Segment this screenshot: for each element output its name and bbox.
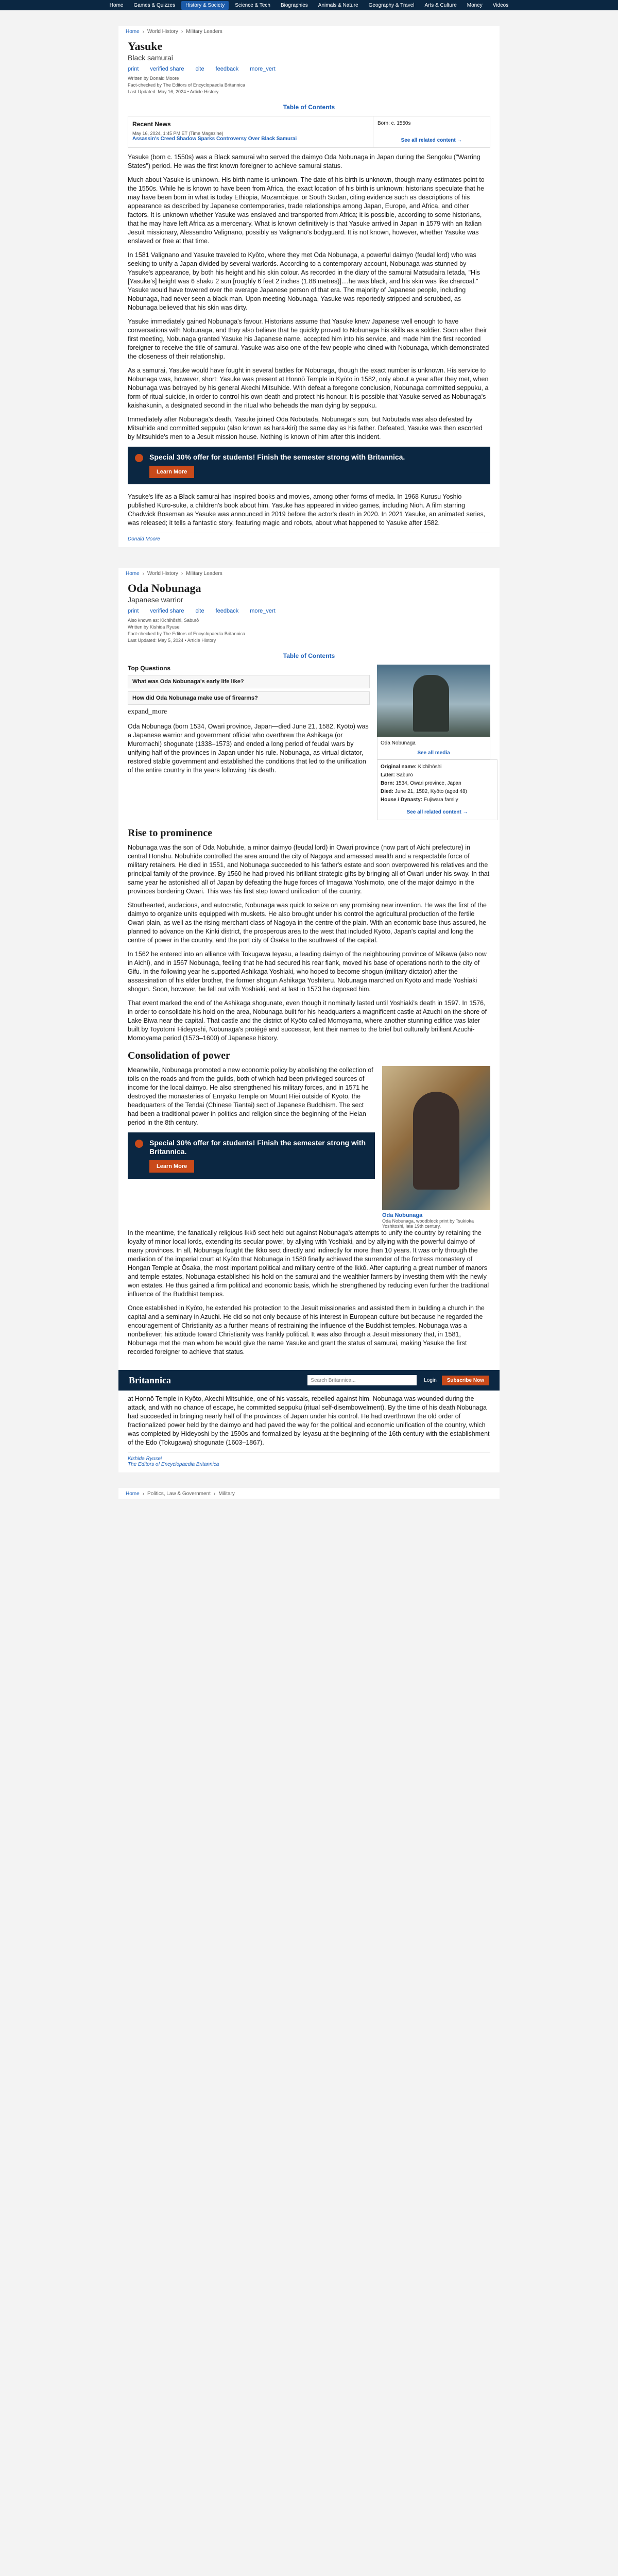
paragraph: Yasuke (born c. 1550s) was a Black samurai who served the daimyo Oda Nobunaga in Japan during the Sengoku ("Warring States") period. He was the first known foreigner to achieve samurai status. xyxy=(128,154,480,170)
question-item[interactable]: What was Oda Nobunaga's early life like? xyxy=(128,675,370,688)
nav-home[interactable]: Home xyxy=(109,2,124,8)
section-heading: Rise to prominence xyxy=(128,827,213,839)
feedback-button[interactable]: feedback xyxy=(215,66,239,72)
nav-biographies[interactable]: Biographies xyxy=(280,2,308,8)
question-item[interactable]: How did Oda Nobunaga make use of firearms? xyxy=(128,691,370,705)
author-footer xyxy=(128,1452,490,1467)
breadcrumb-item[interactable]: World History xyxy=(147,571,178,577)
table-of-contents-button[interactable]: Table of Contents xyxy=(283,104,335,111)
recent-news-link[interactable]: Assassin's Creed Shadow Sparks Controversy Over Black Samurai xyxy=(132,136,297,142)
paragraph: Meanwhile, Nobunaga promoted a new economic policy by abolishing the collection of tolls on the roads and from the guilds, both of which had been privileged sources of income for the local daimyo. He also strengthened his military forces, and in 1571 he destroyed the monasteries of Enryaku Temple on Mount Hiei outside of Kyōto, the headquarters of the Tendai (Chinese Tiantai) sect of Japanese Buddhism. The sect had been a traditional power in politics and religion since the beginning of the Heian period in the 8th century. xyxy=(128,1066,373,1126)
media-box xyxy=(377,665,490,820)
breadcrumb: Home › World History › Military Leaders xyxy=(126,571,222,577)
promo-text: Special 30% offer for students! Finish the semester strong with Britannica. xyxy=(149,453,405,461)
painting-image[interactable] xyxy=(382,1066,490,1210)
share-button[interactable]: verified share xyxy=(150,608,184,614)
paragraph: Immediately after Nobunaga's death, Yasuke joined Oda Nobutada, Nobunaga's son, but Nobutada was also defeated by Mitsuhide and committed seppuku (also known as hara-kiri) the same day as his father. Defeated, Yasuke was then escorted by Mitsuhide's men to a Jesuit mission house. Nothing is known of him after this incident. xyxy=(128,416,483,440)
painting-caption[interactable]: Oda Nobunaga xyxy=(382,1212,423,1218)
promo-banner xyxy=(128,447,490,484)
fact-label: Born: xyxy=(381,781,394,786)
fact-box xyxy=(377,759,497,820)
meta-updated: Last Updated: May 5, 2024 • Article History xyxy=(128,638,216,643)
promo-banner xyxy=(128,1132,375,1179)
fact-value: 1534, Owari province, Japan xyxy=(396,781,461,786)
page-title: Yasuke xyxy=(128,40,163,53)
breadcrumb-item[interactable]: World History xyxy=(147,29,178,35)
nav-animals[interactable]: Animals & Nature xyxy=(318,2,358,8)
more-button[interactable]: more_vert xyxy=(250,608,276,614)
painting-subcaption: Oda Nobunaga, woodblock print by Tsukioka Yoshitoshi, late 19th century. xyxy=(382,1218,474,1229)
article-yasuke xyxy=(118,26,500,547)
britannica-icon xyxy=(135,1140,143,1148)
britannica-logo[interactable]: Britannica xyxy=(129,1375,171,1385)
born-fact: Born: c. 1550s xyxy=(377,121,411,126)
page-title: Oda Nobunaga xyxy=(128,582,201,595)
nav-geography[interactable]: Geography & Travel xyxy=(368,2,415,8)
nav-arts[interactable]: Arts & Culture xyxy=(424,2,457,8)
see-all-related-link[interactable]: See all related content → xyxy=(401,138,462,143)
fact-label: Died: xyxy=(381,789,393,794)
recent-news-date: May 16, 2024, 1:45 PM ET (Time Magazine) xyxy=(132,131,224,136)
meta-factcheck: Fact-checked by The Editors of Encyclopaedia Britannica xyxy=(128,82,245,88)
share-button[interactable]: verified share xyxy=(150,66,184,72)
see-all-related-link[interactable]: See all related content → xyxy=(406,809,468,815)
article-oda-nobunaga xyxy=(118,568,500,1472)
login-link[interactable]: Login xyxy=(424,1377,437,1383)
see-all-media-link[interactable]: See all media xyxy=(417,750,450,756)
top-nav xyxy=(0,0,618,10)
table-of-contents-button[interactable]: Table of Contents xyxy=(283,652,335,659)
recent-news-box xyxy=(128,116,490,148)
learn-more-button[interactable]: Learn More xyxy=(149,1160,194,1173)
page-subtitle: Black samurai xyxy=(128,54,173,62)
cite-button[interactable]: cite xyxy=(195,608,204,614)
promo-text: Special 30% offer for students! Finish the semester strong with Britannica. xyxy=(149,1139,366,1156)
nav-videos[interactable]: Videos xyxy=(492,2,509,8)
painting-figure xyxy=(382,1066,490,1229)
paragraph: In the meantime, the fanatically religious Ikkō sect held out against Nobunaga's attempts to unify the country by retaining the loyalty of minor local lords, extending its secular power, by allying with Yoshiaki, and by allying with the powerful daimyo of many provinces. In all, Nobunaga fought the Ikkō sect directly and indirectly for more than 10 years. It was only through the mediation of the imperial court at Kyōto that Nobunaga in 1580 finally achieved the surrender of the fortress monastery of Hongan Temple at Ōsaka, the most important political and military centre of the Ikkō. After capturing a great number of manors and temple estates, Nobunaga established his hold on the samurai and the wealthier farmers by investing them with the newly won estates. He thus gained a firm political and economic basis, which he strengthened by reducing even further the traditional influence of the Buddhist temples. xyxy=(128,1229,489,1298)
meta-author: Written by Kishida Ryusei xyxy=(128,624,181,630)
breadcrumb-item[interactable]: Military Leaders xyxy=(186,29,222,35)
statue-image[interactable] xyxy=(377,665,490,737)
author-footer[interactable]: Donald Moore xyxy=(128,533,490,542)
cite-button[interactable]: cite xyxy=(195,66,204,72)
page-subtitle: Japanese warrior xyxy=(128,596,183,604)
fact-label: House / Dynasty: xyxy=(381,797,423,803)
recent-news-title: Recent News xyxy=(132,121,171,128)
paragraph: Much about Yasuke is unknown. His birth name is unknown. The date of his birth is unknown, though many estimates point to the 1550s. While he is known to have been from Africa, the exact location of his birth is unknown; historians speculate that he may have been born in what is today Ethiopia, Mozambique, or South Sudan, citing evidence such as descriptions of his appearance as described by Japanese contemporaries, trade relationships among Japan, Europe, and Africa, and other factors. It is unknown whether Yasuke was enslaved and transported from Africa; it is possible, according to some historians, that he may have left Africa as a mercenary. What is known definitively is that Yasuke arrived in Japan in 1579 with an Italian Jesuit missionary, Alessandro Valignano, possibly as Valignano's bodyguard. It is not known, however, whether Yasuke was enslaved or free at that time. xyxy=(128,176,485,245)
paragraph: In 1581 Valignano and Yasuke traveled to Kyōto, where they met Oda Nobunaga, a powerful daimyo (feudal lord) who was seeking to unify a Japan divided by several warlords. According to a contemporary account, Nobunaga was stunned by Yasuke's appearance, by both his height and his skin colour. As recorded in the diary of the samurai Matsudaira Ietada, "His [Yasuke's] height was 6 shaku 2 sun [roughly 6 feet 2 inches (1.88 metres)]....he was black, and his skin was like charcoal." Yasuke would have towered over the average Japanese person of that era. The majority of Japanese people, including Nobunaga, had never seen a black man. Upon meeting Nobunaga, Yasuke was reportedly stripped and scrubbed, as Nobunaga believed that his skin was dirty. xyxy=(128,251,480,311)
fact-value[interactable]: Fujiwara family xyxy=(423,797,458,803)
image-caption: Oda Nobunaga xyxy=(381,740,416,746)
top-questions-title: Top Questions xyxy=(128,665,171,672)
nav-science[interactable]: Science & Tech xyxy=(235,2,270,8)
fact-value: Saburō xyxy=(396,772,413,778)
search-input[interactable]: Search Britannica... xyxy=(307,1375,417,1385)
paragraph: Yasuke immediately gained Nobunaga's favour. Historians assume that Yasuke knew Japanese well enough to have conversations with Nobunaga, and they also believe that he quickly proved to Nobunaga his skills as a soldier. Soon after their first meeting, Nobunaga granted Yasuke his Japanese name, accepted him into his service, and made him the first recorded foreigner to receive the title of samurai. Yasuke was also one of the few people who dined with Nobunaga, which demonstrated the closeness of their relationship. xyxy=(128,318,489,360)
expand-more-button[interactable]: expand_more xyxy=(128,708,167,716)
meta-author: Written by Donald Moore xyxy=(128,76,179,81)
fact-label: Later: xyxy=(381,772,395,778)
breadcrumb: Home › World History › Military Leaders xyxy=(126,29,222,35)
paragraph: at Honnō Temple in Kyōto, Akechi Mitsuhide, one of his vassals, rebelled against him. Nobunaga was wounded during the attack, and with no chance of escape, he committed seppuku (ritual self-disembowelment). By the time of his death Nobunaga had succeeded in bringing nearly half of the provinces of Japan under his control. He had overthrown the old order of fractionalized power held by the daimyo and had paved the way for the political and economic unification of the country, which was completed by Hideyoshi by the 1590s and formalized by Ieyasu at the beginning of the 16th century with the establishment of the Edo (Tokugawa) shogunate (1603–1867). xyxy=(128,1395,490,1446)
breadcrumb-home[interactable]: Home xyxy=(126,1491,140,1497)
nav-money[interactable]: Money xyxy=(467,2,483,8)
breadcrumb-home[interactable]: Home xyxy=(126,29,140,35)
meta-updated: Last Updated: May 16, 2024 • Article History xyxy=(128,89,219,94)
author-link[interactable]: The Editors of Encyclopaedia Britannica xyxy=(128,1462,219,1467)
breadcrumb-item[interactable]: Military xyxy=(218,1491,235,1497)
article-tools xyxy=(128,608,490,614)
paragraph: In 1562 he entered into an alliance with Tokugawa Ieyasu, a leading daimyo of the neighbouring province of Mikawa (also now in Aichi), and in 1567 Nobunaga, feeling that he had secured his rear flank, moved his base of operations north to the city of Gifu. In the following year he supported Ashikaga Yoshiaki, who hoped to become shogun (military dictator) after the assassination of his elder brother, the former shogun Ashikaga Yoshiteru. Nobunaga marched on Kyōto and made Yoshiaki shogun. Soon, however, he fell out with Yoshiaki, and at last in 1573 he deposed him. xyxy=(128,951,487,993)
fact-value: June 21, 1582, Kyōto (aged 48) xyxy=(394,789,467,794)
breadcrumb-home[interactable]: Home xyxy=(126,571,140,577)
section-heading: Consolidation of power xyxy=(128,1050,230,1061)
nav-games[interactable]: Games & Quizzes xyxy=(133,2,176,8)
paragraph: As a samurai, Yasuke would have fought in several battles for Nobunaga, though the exact number is unknown. His service to Nobunaga was, however, short: Yasuke was present at Honnō Temple in Kyōto in 1582, only about a year after they met, when Nobunaga was betrayed by his general Akechi Mitsuhide. With defeat a foregone conclusion, Nobunaga committed seppuku, a form of ritual suicide, in order to control his own death and protect his honour. It is possible that Yasuke served as Nobunaga's kaishakunin, a designated second in the ritual who beheads the man dying by seppuku. xyxy=(128,367,489,409)
breadcrumb-item[interactable]: Politics, Law & Government xyxy=(147,1491,211,1497)
article-meta xyxy=(128,75,490,95)
fact-value: Kichihōshi xyxy=(418,764,442,770)
meta-aka: Also known as: Kichihōshi, Saburō xyxy=(128,618,199,623)
sticky-header xyxy=(118,1370,500,1391)
paragraph: Once established in Kyōto, he extended his protection to the Jesuit missionaries and assisted them in building a church in the capital and a seminary in Azuchi. He did so not only because of his interest in European culture but because he regarded the encouragement of Christianity as a further means of restraining the influence of the Buddhist temples. Nobunaga was a nonbeliever; his attitude toward Christianity was frankly political. It was also through a Jesuit missionary that, in 1581, Nobunaga met the man whom he would give the name Yasuke and grant the status of samurai, making Yasuke the first recorded foreigner to achieve that status. xyxy=(128,1304,485,1355)
nav-history[interactable]: History & Society xyxy=(181,1,229,10)
fact-label: Original name: xyxy=(381,764,417,770)
paragraph-intro: Oda Nobunaga (born 1534, Owari province, Japan—died June 21, 1582, Kyōto) was a Japanese warrior and government official who overthrew the Ashikaga (or Muromachi) shogunate (1338–1573) and ended a long period of feudal wars by unifying half of the provinces in Japan under his rule. Nobunaga, as virtual dictator, restored stable government and established the conditions that led to the unification of the entire country in the years following his death. xyxy=(128,723,369,774)
next-article xyxy=(118,1488,500,1499)
print-button[interactable]: print xyxy=(128,66,139,72)
more-button[interactable]: more_vert xyxy=(250,66,276,72)
paragraph: Stouthearted, audacious, and autocratic, Nobunaga was quick to seize on any promising new invention. He was the first of the daimyo to organize units equipped with muskets. He also brought under his control the agricultural production of the fertile Owari plain, as well as the rising merchant class of Nagoya in the centre of the plain. With an economic base thus assured, he planned to advance on the Kinki district, the prosperous area to the west that included Kyōto, Japan's capital and long the centre of power in the country, and the port city of Ōsaka to the southwest of the capital. xyxy=(128,902,487,944)
paragraph: Yasuke's life as a Black samurai has inspired books and movies, among other forms of media. In 1968 Kurusu Yoshio published Kuro-suke, a children's book about him. Yasuke has appeared in video games, including Nioh. A film starring Chadwick Boseman as Yasuke was announced in 2019 before the actor's death in 2020. In 2021 Yasuke, an animated series, was released; it tells a fantastic story, featuring magic and robots, about what happened to Yasuke after 1582. xyxy=(128,493,486,527)
breadcrumb-item[interactable]: Military Leaders xyxy=(186,571,222,577)
article-tools xyxy=(128,66,490,72)
article-meta xyxy=(128,617,490,644)
print-button[interactable]: print xyxy=(128,608,139,614)
paragraph: That event marked the end of the Ashikaga shogunate, even though it nominally lasted until Yoshiaki's death in 1597. In 1576, in order to consolidate his hold on the area, Nobunaga built for his headquarters a magnificent castle at Azuchi on the shore of Lake Biwa near the capital. That castle and the district of Kyōto called Momoyama, where another stunning edifice was later built by Toyotomi Hideyoshi, Nobunaga's protégé and successor, lent their names to the brief but culturally brilliant Azuchi-Momoyama period (1573–1600) of Japanese history. xyxy=(128,999,487,1042)
meta-factcheck: Fact-checked by The Editors of Encyclopaedia Britannica xyxy=(128,631,245,636)
subscribe-button[interactable]: Subscribe Now xyxy=(442,1376,489,1385)
breadcrumb: Home › Politics, Law & Government › Military xyxy=(126,1491,235,1497)
feedback-button[interactable]: feedback xyxy=(215,608,239,614)
author-link[interactable]: Kishida Ryusei xyxy=(128,1456,162,1462)
paragraph: Nobunaga was the son of Oda Nobuhide, a minor daimyo (feudal lord) in Owari province (now part of Aichi prefecture) in central Honshu. Nobuhide controlled the area around the city of Nagoya and amassed wealth and a respectable force of military retainers. He died in 1551, and Nobunaga succeeded to his father's estate and soon overpowered his relatives and the principal family of the province. By 1560 he had proved his brilliant strategic gifts by bringing all of Owari under his sway. In that same year he astonished all of Japan by defeating the huge forces of Imagawa Yoshimoto, one of the major daimyo in the provinces bordering Owari. This was his first step toward unification of the country. xyxy=(128,844,490,895)
britannica-icon xyxy=(135,454,143,462)
learn-more-button[interactable]: Learn More xyxy=(149,466,194,478)
